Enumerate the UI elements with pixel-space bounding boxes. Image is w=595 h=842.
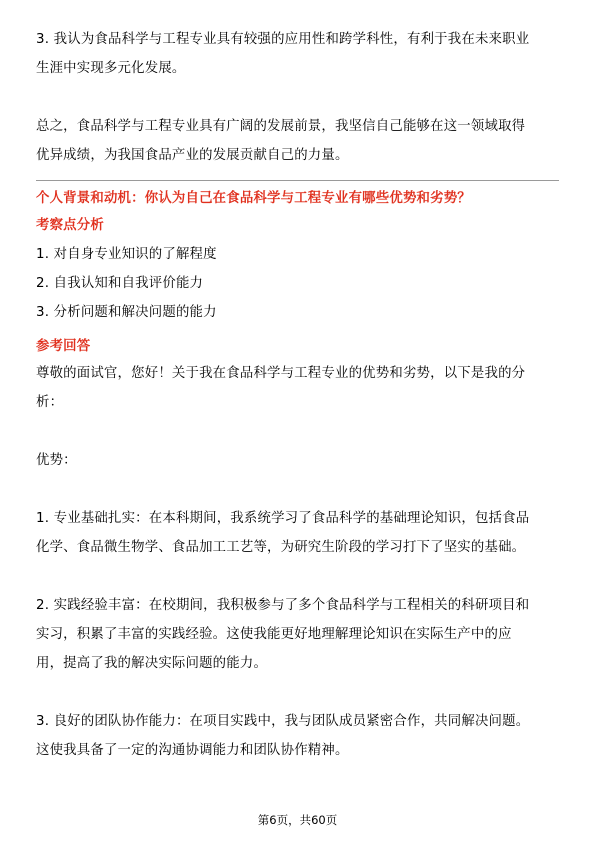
strength-1-line: 1. 专业基础扎实：在本科期间，我系统学习了食品科学的基础理论知识，包括食品 — [36, 511, 530, 526]
question-title: 个人背景和动机：你认为自己在食品科学与工程专业有哪些优势和劣势？ — [36, 191, 471, 206]
paragraph-line: 总之，食品科学与工程专业具有广阔的发展前景，我坚信自己能够在这一领域取得 — [36, 119, 526, 134]
section-divider — [36, 180, 559, 181]
strengths-label: 优势： — [36, 453, 77, 468]
strength-2-line: 2. 实践经验丰富：在校期间，我积极参与了多个食品科学与工程相关的科研项目和 — [36, 598, 530, 613]
strength-3-line: 这使我具备了一定的沟通协调能力和团队协作精神。 — [36, 743, 349, 758]
focus-point-1: 1. 对自身专业知识的了解程度 — [36, 247, 217, 262]
focus-point-2: 2. 自我认知和自我评价能力 — [36, 276, 204, 291]
focus-heading: 考察点分析 — [36, 218, 104, 233]
strength-2-line: 实习，积累了丰富的实践经验。这使我能更好地理解理论知识在实际生产中的应 — [36, 627, 512, 642]
paragraph-line: 3. 我认为食品科学与工程专业具有较强的应用性和跨学科性，有利于我在未来职业 — [36, 32, 530, 47]
answer-intro-line: 尊敬的面试官，您好！关于我在食品科学与工程专业的优势和劣势，以下是我的分 — [36, 366, 526, 381]
strength-3-line: 3. 良好的团队协作能力：在项目实践中，我与团队成员紧密合作，共同解决问题。 — [36, 714, 530, 729]
answer-heading: 参考回答 — [36, 339, 91, 354]
paragraph-line: 生涯中实现多元化发展。 — [36, 61, 186, 76]
answer-intro-line: 析： — [36, 395, 64, 410]
strength-2-line: 用，提高了我的解决实际问题的能力。 — [36, 656, 268, 671]
focus-point-3: 3. 分析问题和解决问题的能力 — [36, 305, 217, 320]
strength-1-line: 化学、食品微生物学、食品加工工艺等，为研究生阶段的学习打下了坚实的基础。 — [36, 540, 526, 555]
page-number: 第6页，共60页 — [257, 813, 338, 827]
paragraph-line: 优异成绩，为我国食品产业的发展贡献自己的力量。 — [36, 148, 349, 163]
